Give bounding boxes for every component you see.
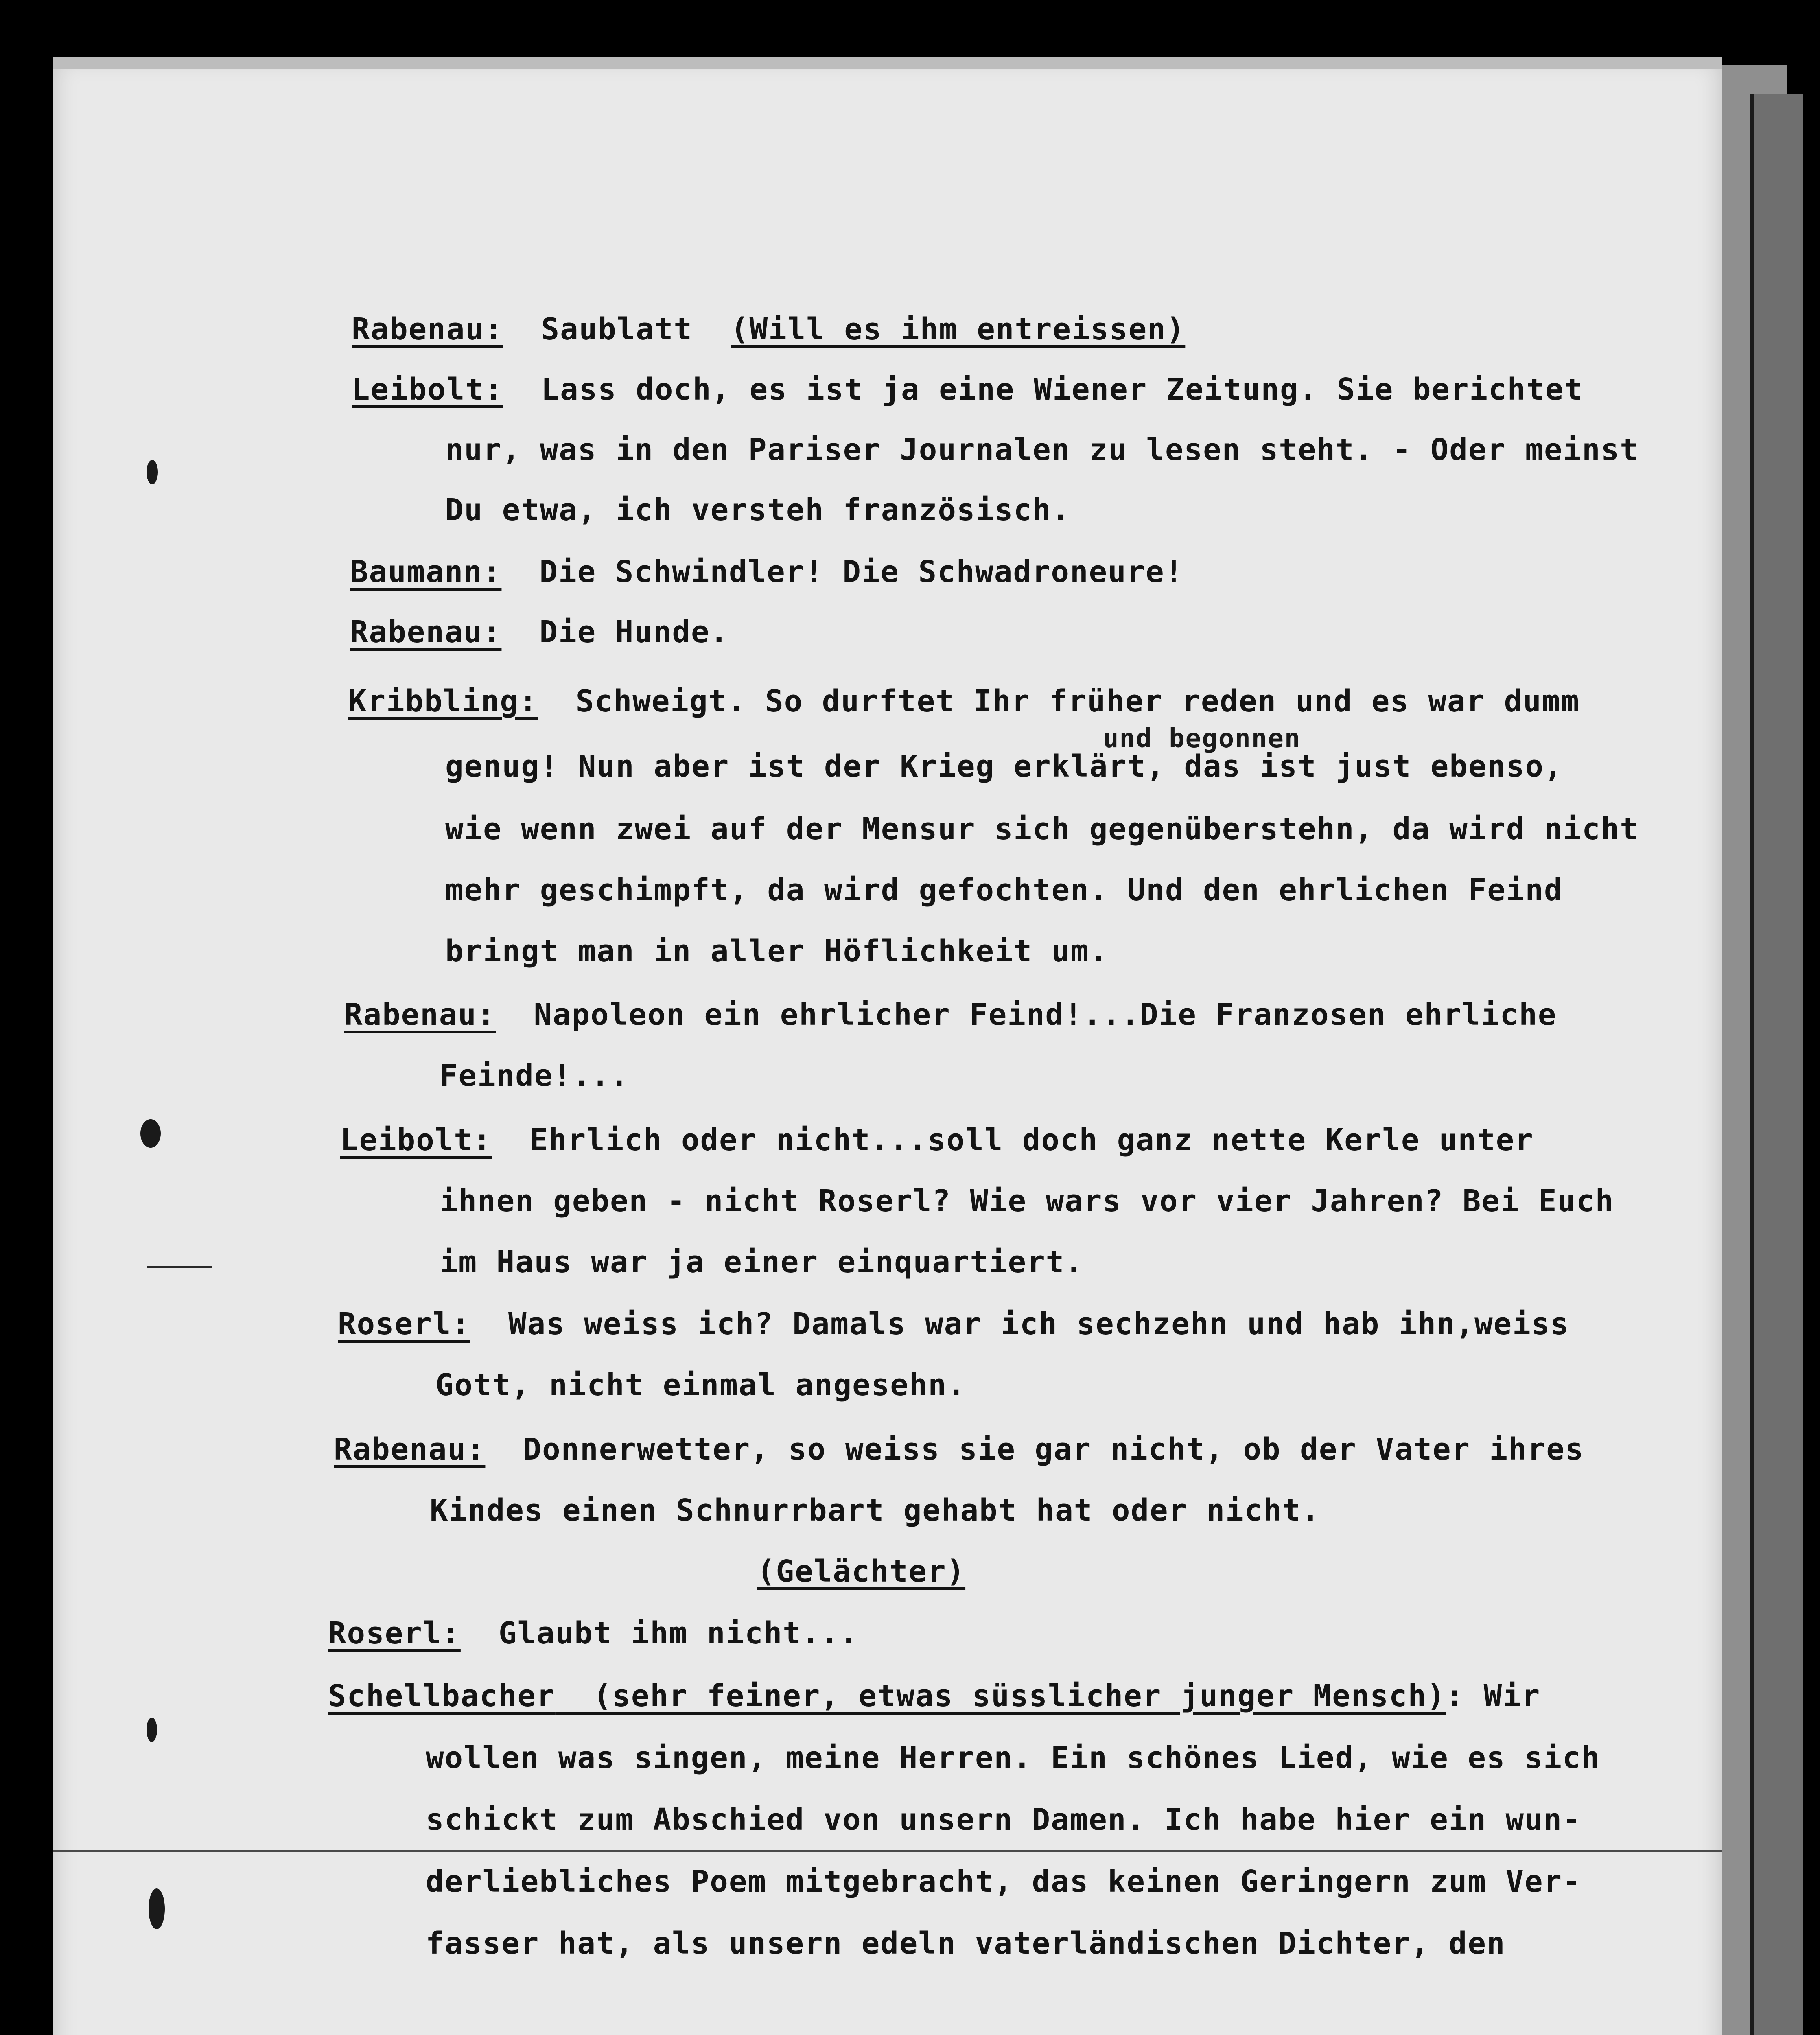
dialogue-line — [338, 1306, 1569, 1341]
dialogue-text: Saublatt — [503, 312, 731, 347]
dialogue-line — [348, 684, 1580, 719]
dialogue-line — [350, 615, 729, 650]
dialogue-text: Donnerwetter, so weiss sie gar nicht, ob der Vater ihres — [485, 1432, 1584, 1467]
dialogue-line: derliebliches Poem mitgebracht, das keinen Geringern zum Ver- — [426, 1864, 1582, 1899]
dialogue-line: genug! Nun aber ist der Krieg erklärt, das ist just ebenso, — [445, 749, 1563, 784]
speaker-name: Rabenau: — [344, 997, 496, 1032]
stage-direction: (Will es ihm entreissen) — [731, 312, 1186, 347]
speaker-name: Rabenau: — [334, 1432, 486, 1467]
speaker-name: Kribbling: — [348, 684, 538, 719]
dialogue-line: fasser hat, als unsern edeln vaterländischen Dichter, den — [426, 1926, 1506, 1961]
dialogue-text: Die Schwindler! Die Schwadroneure! — [501, 554, 1184, 589]
dialogue-line: bringt man in aller Höflichkeit um. — [445, 934, 1109, 969]
dialogue-text: : Wir — [1446, 1678, 1541, 1713]
stage-direction: (sehr feiner, etwas süsslicher junger Mensch) — [555, 1678, 1446, 1713]
speaker-name: Rabenau: — [350, 615, 502, 650]
dialogue-text: Lass doch, es ist ja eine Wiener Zeitung. Sie berichtet — [503, 372, 1583, 407]
speaker-name: Rabenau: — [352, 312, 503, 347]
speaker-name: Leibolt: — [340, 1123, 492, 1158]
speaker-name: Schellbacher — [328, 1678, 556, 1713]
speaker-name: Baumann: — [350, 554, 502, 589]
dialogue-line — [352, 374, 1583, 405]
dialogue-text: Ehrlich oder nicht...soll doch ganz nette Kerle unter — [492, 1123, 1534, 1158]
dialogue-line — [328, 1678, 1541, 1713]
dialogue-line: ihnen geben - nicht Roserl? Wie wars vor vier Jahren? Bei Euch — [440, 1184, 1614, 1219]
dialogue-text: Napoleon ein ehrlicher Feind!...Die Franzosen ehrliche — [496, 997, 1557, 1032]
stage-direction-line — [757, 1554, 966, 1589]
stage-direction: (Gelächter) — [757, 1554, 966, 1589]
dialogue-line: im Haus war ja einer einquartiert. — [440, 1245, 1084, 1280]
dialogue-line — [350, 554, 1184, 589]
dialogue-text: Was weiss ich? Damals war ich sechzehn und hab ihn,weiss — [470, 1306, 1569, 1341]
dialogue-line: Du etwa, ich versteh französisch. — [445, 492, 1071, 527]
dialogue-line: Gott, nicht einmal angesehn. — [435, 1368, 966, 1403]
dialogue-line: mehr geschimpft, da wird gefochten. Und den ehrlichen Feind — [445, 873, 1563, 908]
speaker-name: Roserl: — [328, 1616, 461, 1651]
dialogue-line — [334, 1432, 1584, 1467]
dialogue-line — [344, 997, 1557, 1032]
document-body — [53, 57, 1722, 2035]
underlying-sheet — [1750, 94, 1803, 2035]
dialogue-line — [352, 312, 1186, 347]
dialogue-line: wollen was singen, meine Herren. Ein schönes Lied, wie es sich — [426, 1740, 1601, 1775]
typescript-page — [53, 57, 1722, 2035]
dialogue-text: Schweigt. So durftet Ihr früher reden und es war dumm — [538, 684, 1580, 719]
dialogue-line — [328, 1616, 859, 1651]
dialogue-line: nur, was in den Pariser Journalen zu lesen steht. - Oder meinst — [445, 432, 1639, 467]
dialogue-text: Die Hunde. — [501, 615, 729, 650]
dialogue-line: Kindes einen Schnurrbart gehabt hat oder nicht. — [430, 1493, 1320, 1528]
speaker-name: Leibolt: — [352, 372, 503, 407]
dialogue-line: schickt zum Abschied von unsern Damen. Ich habe hier ein wun- — [426, 1802, 1582, 1837]
dialogue-line: wie wenn zwei auf der Mensur sich gegenüberstehn, da wird nicht — [445, 812, 1639, 847]
handwritten-insert: und begonnen — [1103, 724, 1301, 754]
dialogue-line — [340, 1123, 1534, 1158]
dialogue-text: Glaubt ihm nicht... — [460, 1616, 859, 1651]
speaker-name: Roserl: — [338, 1306, 470, 1341]
dialogue-line: Feinde!... — [440, 1058, 629, 1093]
